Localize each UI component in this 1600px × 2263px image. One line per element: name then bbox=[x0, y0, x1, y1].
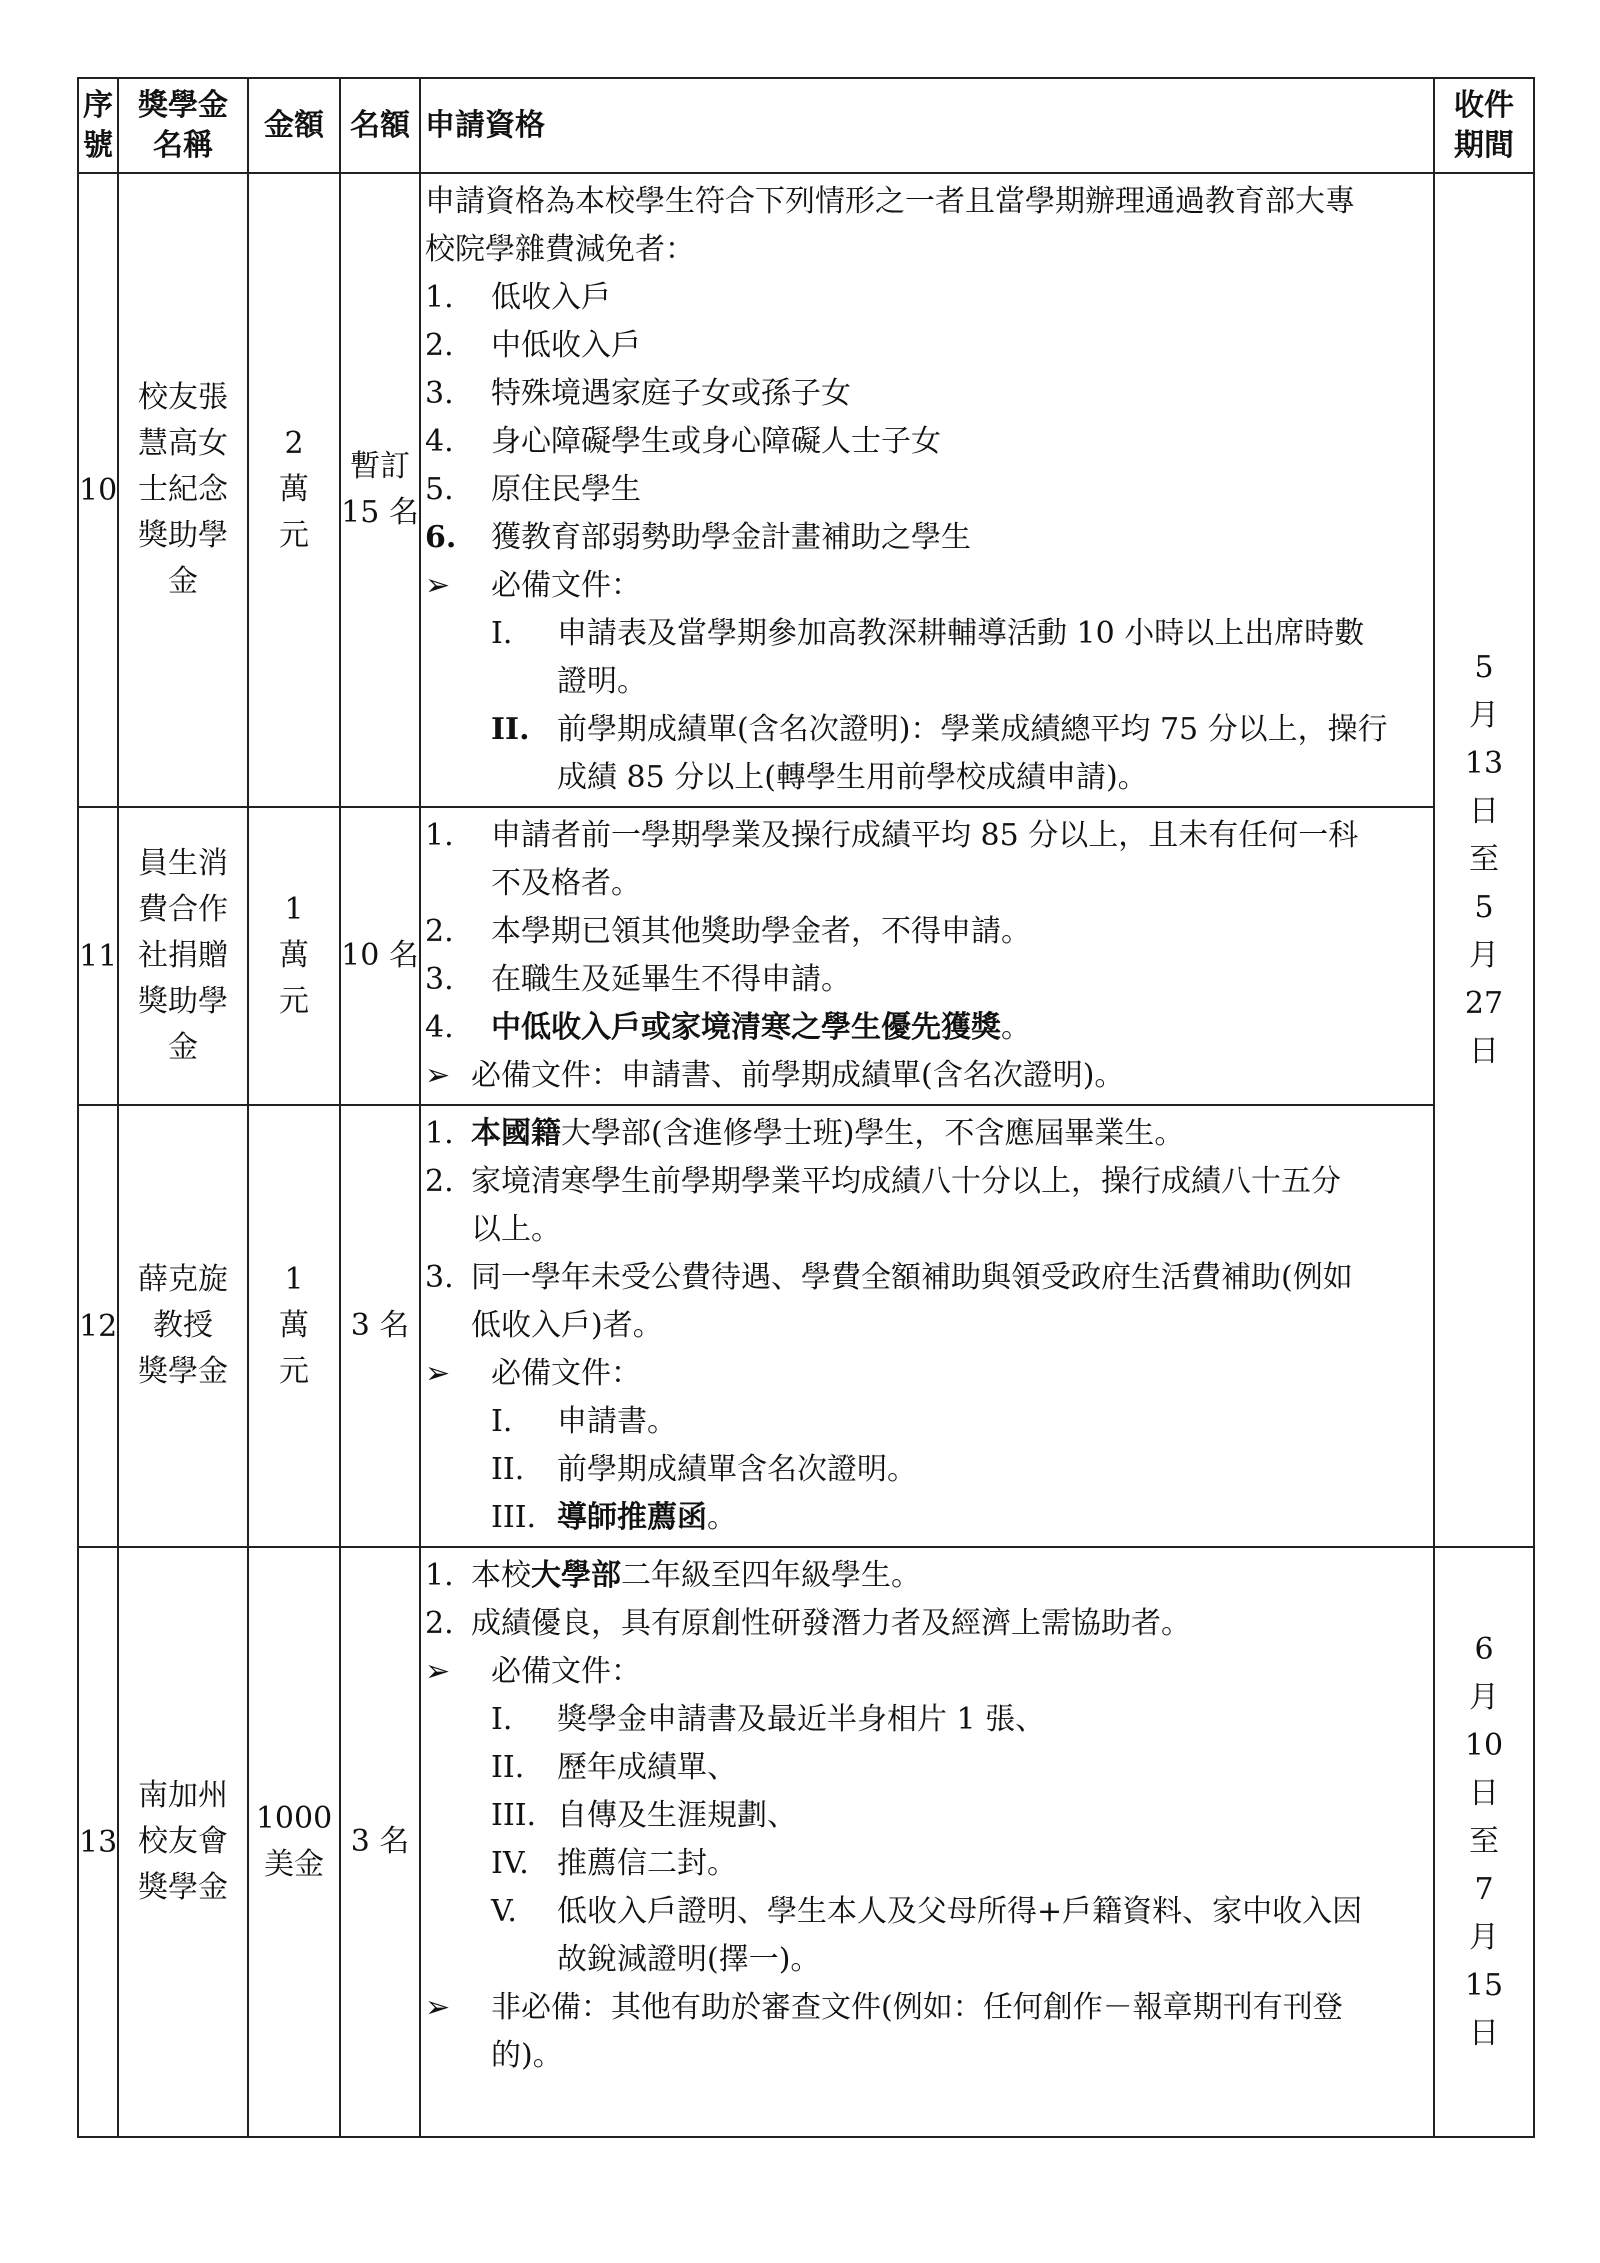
optional-docs: ➢ 非必備：其他有助於審查文件(例如：任何創作－報章期刊有刊登 bbox=[425, 1984, 1427, 2032]
row-quota: 暫訂 15 名 bbox=[340, 173, 420, 807]
list-item: II. 前學期成績單含名次證明。 bbox=[491, 1452, 917, 1487]
row-quota: 3 名 bbox=[340, 1547, 420, 2137]
table-row bbox=[78, 173, 1534, 807]
list-item: IV. 推薦信二封。 bbox=[491, 1846, 737, 1881]
list-item: 3. 特殊境遇家庭子女或孫子女 bbox=[425, 376, 851, 411]
scholarship-table bbox=[77, 77, 1535, 2138]
row-amount: 1 萬 元 bbox=[248, 1105, 340, 1547]
list-item: 3. 同一學年未受公費待遇、學費全額補助與領受政府生活費補助(例如 bbox=[425, 1260, 1353, 1295]
row-amount: 2 萬 元 bbox=[248, 173, 340, 807]
list-item: I. 獎學金申請書及最近半身相片 1 張、 bbox=[491, 1702, 1046, 1737]
docs-label: ➢ 必備文件： bbox=[425, 1648, 1427, 1696]
header-qualification: 申請資格 bbox=[420, 78, 1434, 173]
list-item: V. 低收入戶證明、學生本人及父母所得+戶籍資料、家中收入因 bbox=[491, 1894, 1363, 1929]
row-seq: 13 bbox=[78, 1547, 118, 2137]
list-item: 6. 獲教育部弱勢助學金計畫補助之學生 bbox=[425, 520, 971, 555]
row-quota: 10 名 bbox=[340, 807, 420, 1105]
row-name: 南加州 校友會 獎學金 bbox=[118, 1547, 248, 2137]
list-item: 2. 本學期已領其他獎助學金者，不得申請。 bbox=[425, 914, 1031, 949]
header-seq: 序 號 bbox=[78, 78, 118, 173]
table-row bbox=[78, 1547, 1534, 2137]
header-row bbox=[78, 78, 1534, 173]
list-item: 1. 本校大學部二年級至四年級學生。 bbox=[425, 1558, 921, 1593]
list-item: 5. 原住民學生 bbox=[425, 472, 641, 507]
period-cell-1: 5 月 13 日 至 5 月 27 日 bbox=[1434, 173, 1534, 1547]
list-item: 2. 家境清寒學生前學期學業平均成績八十分以上，操行成績八十五分 bbox=[425, 1164, 1341, 1199]
row-seq: 11 bbox=[78, 807, 118, 1105]
row-qualification: 1. 申請者前一學期學業及操行成績平均 85 分以上，且未有任何一科 不及格者。 2. 本學期已領其他獎助學金者，不得申請。 3. 在職生及延畢生不得申請。 4. 中低收入戶或家境清寒之學生優先獲獎。 ➢ 必備文件：申請書、前學期成績單(含名次證明)。 bbox=[420, 807, 1434, 1105]
period-cell-2: 6 月 10 日 至 7 月 15 日 bbox=[1434, 1547, 1534, 2137]
table-row bbox=[78, 1105, 1534, 1547]
row-qualification: 申請資格為本校學生符合下列情形之一者且當學期辦理通過教育部大專 校院學雜費減免者： 1. 低收入戶 2. 中低收入戶 3. 特殊境遇家庭子女或孫子女 4. 身心障礙學生或身心障礙人士子女 5. 原住民學生 6. 獲教育部弱勢助學金計畫補助之學生 ➢ 必備文件： I. 申請表及當學期參加高教深耕輔導活動 10 小時以上出席時數 證明。 II. 前學期成績單(含名次證明)：學業成績總平均 75 分以上，操行 成績 85 分以上(轉學生用前學校成績申請)。 bbox=[420, 173, 1434, 807]
row-quota: 3 名 bbox=[340, 1105, 420, 1547]
row-amount: 1 萬 元 bbox=[248, 807, 340, 1105]
row-name: 薛克旋 教授 獎學金 bbox=[118, 1105, 248, 1547]
arrow-bullet-icon: ➢ bbox=[425, 1990, 451, 2025]
arrow-bullet-icon: ➢ bbox=[425, 1654, 451, 1689]
list-item: II. 歷年成績單、 bbox=[491, 1750, 737, 1785]
list-item: 2. 成績優良，具有原創性研發潛力者及經濟上需協助者。 bbox=[425, 1606, 1191, 1641]
docs-label: ➢ 必備文件：申請書、前學期成績單(含名次證明)。 bbox=[425, 1052, 1427, 1100]
row-name: 員生消 費合作 社捐贈 獎助學 金 bbox=[118, 807, 248, 1105]
row-name: 校友張 慧高女 士紀念 獎助學 金 bbox=[118, 173, 248, 807]
list-item: 1. 申請者前一學期學業及操行成績平均 85 分以上，且未有任何一科 bbox=[425, 818, 1359, 853]
header-period: 收件 期間 bbox=[1434, 78, 1534, 173]
list-item: 4. 身心障礙學生或身心障礙人士子女 bbox=[425, 424, 941, 459]
list-item: I. 申請表及當學期參加高教深耕輔導活動 10 小時以上出席時數 bbox=[491, 616, 1365, 651]
list-item: III. 導師推薦函。 bbox=[491, 1500, 737, 1535]
list-item: 2. 中低收入戶 bbox=[425, 328, 641, 363]
row-qualification: 1. 本國籍大學部(含進修學士班)學生，不含應屆畢業生。 2. 家境清寒學生前學期學業平均成績八十分以上，操行成績八十五分 以上。 3. 同一學年未受公費待遇、學費全額補助與領受政府生活費補助(例如 低收入戶)者。 ➢ 必備文件： I. 申請書。 II. 前學期成績單含名次證明。 III. 導師推薦函。 bbox=[420, 1105, 1434, 1547]
header-amount: 金額 bbox=[248, 78, 340, 173]
list-item: 4. 中低收入戶或家境清寒之學生優先獲獎。 bbox=[425, 1010, 1031, 1045]
list-item: 3. 在職生及延畢生不得申請。 bbox=[425, 962, 851, 997]
list-item: 1. 本國籍大學部(含進修學士班)學生，不含應屆畢業生。 bbox=[425, 1116, 1185, 1151]
row-seq: 10 bbox=[78, 173, 118, 807]
row-seq: 12 bbox=[78, 1105, 118, 1547]
docs-label: ➢ 必備文件： bbox=[425, 562, 1427, 610]
arrow-bullet-icon: ➢ bbox=[425, 568, 451, 603]
header-quota: 名額 bbox=[340, 78, 420, 173]
arrow-bullet-icon: ➢ bbox=[425, 1058, 451, 1093]
list-item: II. 前學期成績單(含名次證明)：學業成績總平均 75 分以上，操行 bbox=[491, 712, 1388, 747]
docs-label: ➢ 必備文件： bbox=[425, 1350, 1427, 1398]
row-amount: 1000 美金 bbox=[248, 1547, 340, 2137]
row-qualification: 1. 本校大學部二年級至四年級學生。 2. 成績優良，具有原創性研發潛力者及經濟上需協助者。 ➢ 必備文件： I. 獎學金申請書及最近半身相片 1 張、 II. 歷年成績單、 III. 自傳及生涯規劃、 IV. 推薦信二封。 V. 低收入戶證明、學生本人及父母所得+戶籍資料、家中收入因 故銳減證明(擇一)。 ➢ 非必備：其他有助於審查文件(例如：任何創作－報章期刊有刊登 的)。 bbox=[420, 1547, 1434, 2137]
arrow-bullet-icon: ➢ bbox=[425, 1356, 451, 1391]
table-row bbox=[78, 807, 1534, 1105]
header-name: 獎學金 名稱 bbox=[118, 78, 248, 173]
list-item: III. 自傳及生涯規劃、 bbox=[491, 1798, 797, 1833]
list-item: I. 申請書。 bbox=[491, 1404, 677, 1439]
list-item: 1. 低收入戶 bbox=[425, 280, 611, 315]
